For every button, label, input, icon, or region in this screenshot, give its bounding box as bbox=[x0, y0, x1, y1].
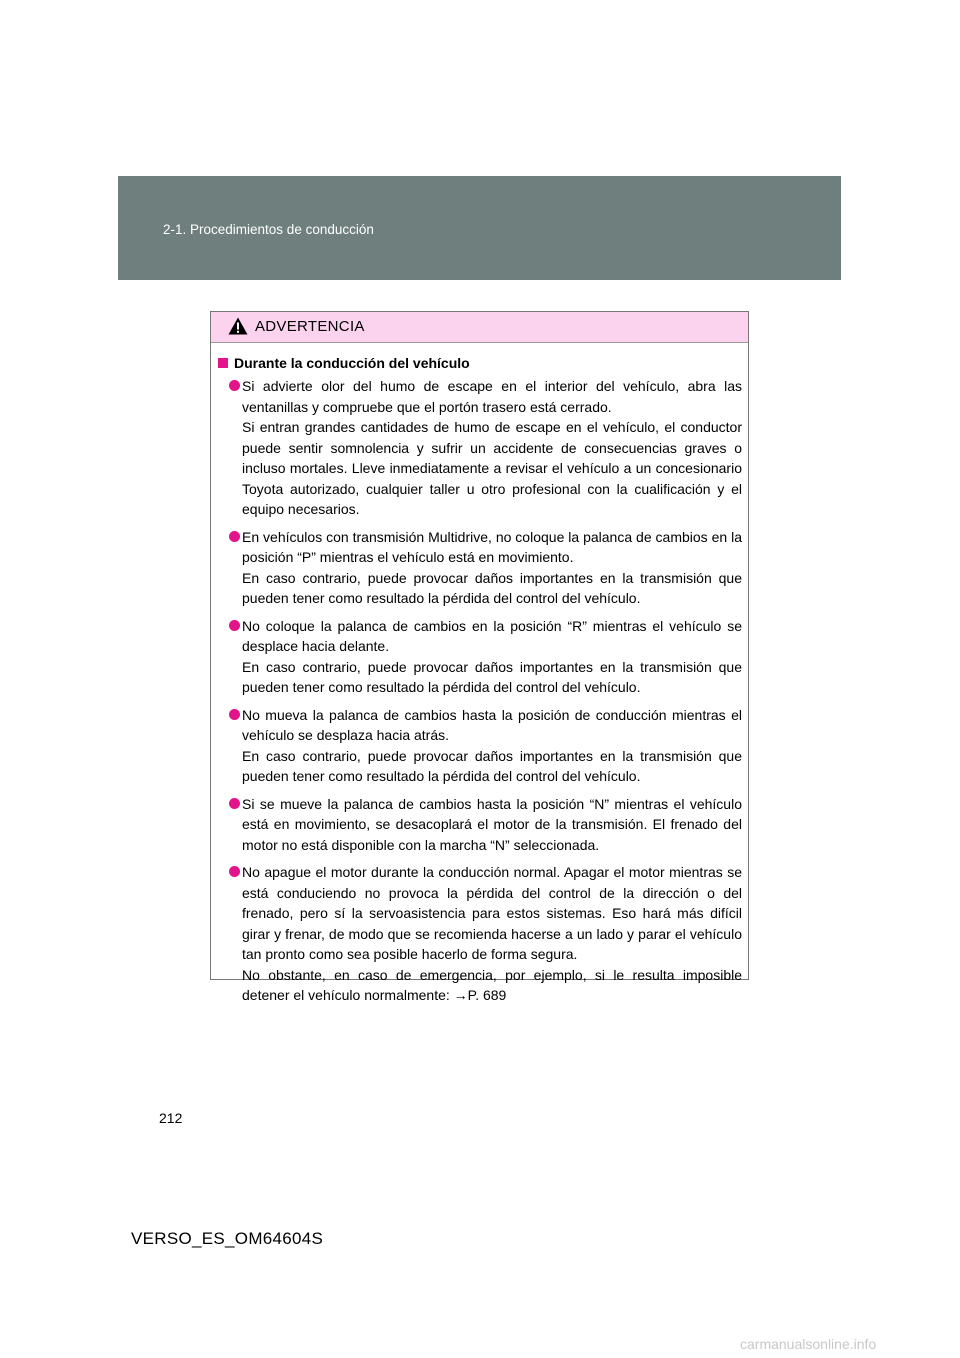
warning-item bbox=[218, 862, 742, 1006]
warning-item bbox=[218, 376, 742, 520]
round-bullet-icon bbox=[229, 709, 240, 720]
round-bullet-icon bbox=[229, 866, 240, 877]
warning-item bbox=[218, 527, 742, 609]
warning-subheading bbox=[218, 353, 742, 373]
round-bullet-icon bbox=[229, 531, 240, 542]
warning-item-text: No mueva la palanca de cambios hasta la posición de conducción mientras el vehículo se desplaza hacia atrás. bbox=[242, 706, 742, 743]
subheading-text: Durante la conducción del vehículo bbox=[234, 355, 470, 371]
warning-item-text: En caso contrario, puede provocar daños importantes en la transmisión que pueden tener como resultado la pérdida del control del vehículo. bbox=[242, 569, 742, 606]
warning-item-text: No apague el motor durante la conducción normal. Apagar el motor mientras se está conduciendo no provoca la pérdida del control de la dirección o del frenado, pero sí la servoasistencia para estos sistemas. Eso hará más difícil girar y frenar, de modo que se recomienda hacerse a un lado y parar el vehículo tan pronto como sea posible hacerlo de forma segura. bbox=[242, 864, 742, 962]
section-header-band bbox=[118, 176, 841, 280]
warning-items-list bbox=[218, 376, 742, 1006]
round-bullet-icon bbox=[229, 380, 240, 391]
warning-item-text: Si se mueve la palanca de cambios hasta la posición “N” mientras el vehículo está en movimiento, se desacoplará el motor de la transmisión. El frenado del motor no está disponible con la marcha “N” seleccionada. bbox=[242, 795, 742, 853]
square-bullet-icon bbox=[218, 358, 228, 368]
warning-body bbox=[211, 343, 748, 1006]
warning-title: ADVERTENCIA bbox=[255, 318, 365, 335]
warning-item-text: En caso contrario, puede provocar daños importantes en la transmisión que pueden tener como resultado la pérdida del control del vehículo. bbox=[242, 658, 742, 695]
warning-item bbox=[218, 705, 742, 787]
warning-box bbox=[210, 311, 749, 1003]
section-title: 2-1. Procedimientos de conducción bbox=[163, 222, 374, 237]
warning-item-text: En vehículos con transmisión Multidrive, no coloque la palanca de cambios en la posición “P” mientras el vehículo está en movimiento. bbox=[242, 528, 742, 565]
round-bullet-icon bbox=[229, 798, 240, 809]
warning-triangle-icon bbox=[228, 317, 248, 335]
warning-item-text: Si advierte olor del humo de escape en el interior del vehículo, abra las ventanillas y compruebe que el portón trasero está cerrado. bbox=[242, 378, 742, 415]
warning-header bbox=[211, 312, 748, 343]
page-number: 212 bbox=[159, 1110, 183, 1126]
warning-item-text: No coloque la palanca de cambios en la posición “R” mientras el vehículo se desplace hacia delante. bbox=[242, 617, 742, 654]
document-code: VERSO_ES_OM64604S bbox=[131, 1229, 324, 1248]
warning-item-text: No obstante, en caso de emergencia, por ejemplo, si le resulta imposible detener el vehículo normalmente: →P. 689 bbox=[242, 966, 742, 1003]
warning-item bbox=[218, 794, 742, 856]
warning-item-text: Si entran grandes cantidades de humo de escape en el vehículo, el conductor puede sentir somnolencia y sufrir un accidente de consecuencias graves o incluso mortales. Lleve inmediatamente a revisar el vehículo a un concesionario Toyota autorizado, cualquier taller u otro profesional con la cualificación y el equipo necesarios. bbox=[242, 419, 742, 517]
warning-item bbox=[218, 616, 742, 698]
round-bullet-icon bbox=[229, 620, 240, 631]
warning-item-text: En caso contrario, puede provocar daños importantes en la transmisión que pueden tener como resultado la pérdida del control del vehículo. bbox=[242, 747, 742, 784]
watermark: carmanualsonline.info bbox=[740, 1336, 877, 1352]
